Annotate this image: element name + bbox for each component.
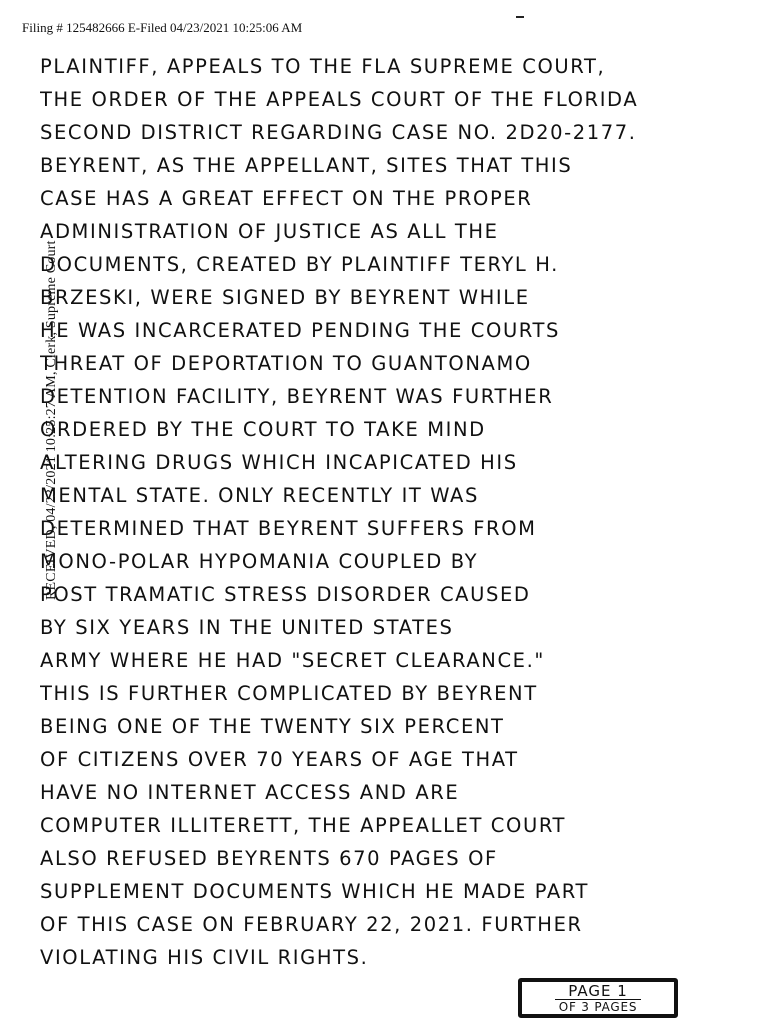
body-line: ORDERED BY THE COURT TO TAKE MIND xyxy=(40,418,486,441)
body-line: POST TRAMATIC STRESS DISORDER CAUSED xyxy=(40,583,531,606)
body-line: PLAINTIFF, APPEALS TO THE FLA SUPREME COURT, xyxy=(40,55,606,78)
body-line: OF CITIZENS OVER 70 YEARS OF AGE THAT xyxy=(40,748,519,771)
body-line: BRZESKI, WERE SIGNED BY BEYRENT WHILE xyxy=(40,286,530,309)
body-line: THE ORDER OF THE APPEALS COURT OF THE FLORIDA xyxy=(40,88,639,111)
body-line: COMPUTER ILLITERETT, THE APPEALLET COURT xyxy=(40,814,567,837)
body-line: DETERMINED THAT BEYRENT SUFFERS FROM xyxy=(40,517,537,540)
page-number-box xyxy=(518,978,678,1018)
body-line: CASE HAS A GREAT EFFECT ON THE PROPER xyxy=(40,187,533,210)
body-line: BEING ONE OF THE TWENTY SIX PERCENT xyxy=(40,715,505,738)
body-line: THIS IS FURTHER COMPLICATED BY BEYRENT xyxy=(40,682,538,705)
body-line: DOCUMENTS, CREATED BY PLAINTIFF TERYL H. xyxy=(40,253,559,276)
body-line: ARMY WHERE HE HAD "SECRET CLEARANCE." xyxy=(40,649,545,672)
page-count-label: OF 3 PAGES xyxy=(555,999,642,1014)
received-stamp: RECEIVED, 04/23/2021 10:25:27 AM, Clerk, Supreme Court xyxy=(44,240,59,600)
header-dash-mark xyxy=(516,16,524,18)
body-line: DETENTION FACILITY, BEYRENT WAS FURTHER xyxy=(40,385,554,408)
body-line: ADMINISTRATION OF JUSTICE AS ALL THE xyxy=(40,220,499,243)
body-line: HAVE NO INTERNET ACCESS AND ARE xyxy=(40,781,460,804)
body-line: SECOND DISTRICT REGARDING CASE NO. 2D20-2177. xyxy=(40,121,637,144)
page-number-label: PAGE 1 xyxy=(568,981,628,1000)
body-line: ALTERING DRUGS WHICH INCAPICATED HIS xyxy=(40,451,518,474)
handwritten-body xyxy=(40,50,760,974)
body-line: BY SIX YEARS IN THE UNITED STATES xyxy=(40,616,454,639)
body-line: SUPPLEMENT DOCUMENTS WHICH HE MADE PART xyxy=(40,880,590,903)
body-line: MENTAL STATE. ONLY RECENTLY IT WAS xyxy=(40,484,479,507)
body-line: VIOLATING HIS CIVIL RIGHTS. xyxy=(40,946,369,969)
body-line: HE WAS INCARCERATED PENDING THE COURTS xyxy=(40,319,561,342)
body-line: ALSO REFUSED BEYRENTS 670 PAGES OF xyxy=(40,847,498,870)
body-line: MONO-POLAR HYPOMANIA COUPLED BY xyxy=(40,550,479,573)
filing-header: Filing # 125482666 E-Filed 04/23/2021 10:25:06 AM xyxy=(22,20,303,35)
body-line: THREAT OF DEPORTATION TO GUANTONAMO xyxy=(40,352,532,375)
body-line: BEYRENT, AS THE APPELLANT, SITES THAT THIS xyxy=(40,154,573,177)
body-line: OF THIS CASE ON FEBRUARY 22, 2021. FURTHER xyxy=(40,913,583,936)
